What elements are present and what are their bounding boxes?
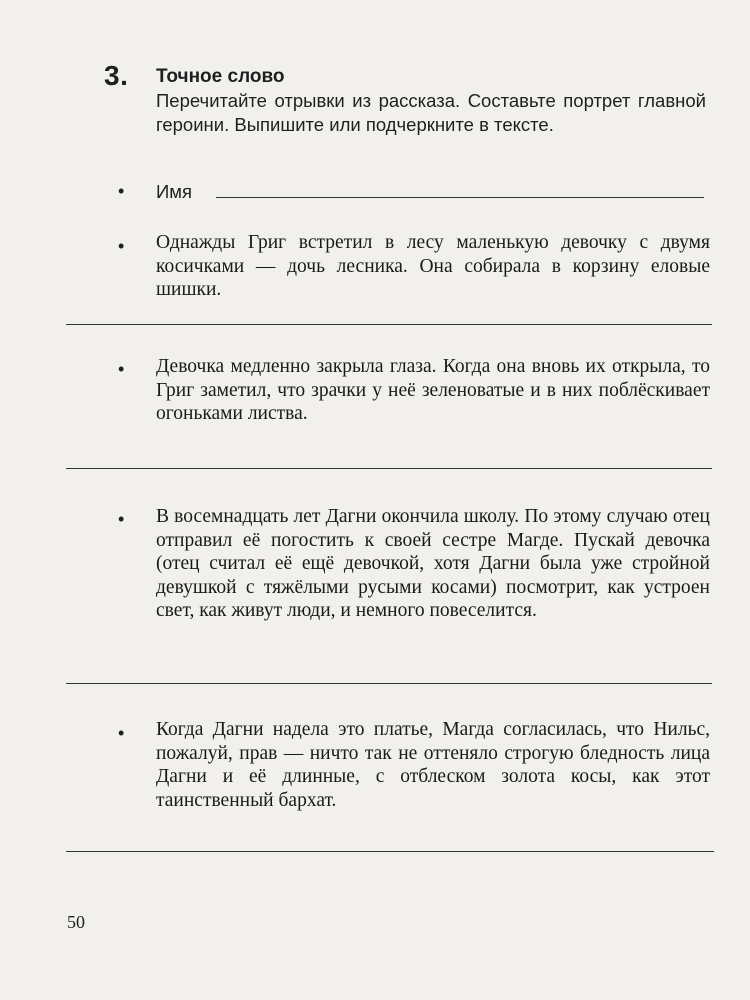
name-answer-line[interactable]	[216, 197, 704, 198]
excerpt-2: Девочка медленно закрыла глаза. Когда она вновь их открыла, то Григ заметил, что зрачки у неё зеленоватые и в них поблёскивает огоньками листва.	[156, 356, 710, 424]
task-number: 3.	[104, 60, 129, 91]
excerpt-1: Однажды Григ встретил в лесу маленькую девочку с двумя косичками — дочь лесника. Она собирала в корзину еловые шишки.	[156, 232, 710, 300]
excerpt-3: В восемнадцать лет Дагни окончила школу. По этому случаю отец отправил её погостить к своей сестре Магде. Пускай девочка (отец считал её ещё девочкой, хотя Дагни была уже стройной девушкой с тяжёлыми русыми косами) посмотрит, как устроен свет, как живут люди, и немного повеселится.	[156, 506, 710, 621]
task-instruction: Перечитайте отрывки из рассказа. Составьте портрет главной героини. Выпишите или подчеркните в тексте.	[156, 90, 706, 135]
excerpt-4: Когда Дагни надела это платье, Магда согласилась, что Нильс, пожалуй, прав — ничто так не оттеняло строгую бледность лица Дагни и её длинные, с отблеском золота косы, как этот таинственный бархат.	[156, 719, 710, 811]
bullet-marker: •	[118, 359, 125, 379]
answer-line-3[interactable]	[66, 683, 712, 684]
name-field-label: Имя	[156, 181, 193, 202]
task-title: Точное слово	[156, 66, 285, 87]
answer-line-4[interactable]	[66, 851, 714, 852]
answer-line-2[interactable]	[66, 468, 712, 469]
answer-line-1[interactable]	[66, 324, 712, 325]
page-number: 50	[67, 912, 85, 932]
bullet-marker: •	[118, 181, 125, 201]
bullet-marker: •	[118, 236, 125, 256]
bullet-marker: •	[118, 509, 125, 529]
bullet-marker: •	[118, 723, 125, 743]
